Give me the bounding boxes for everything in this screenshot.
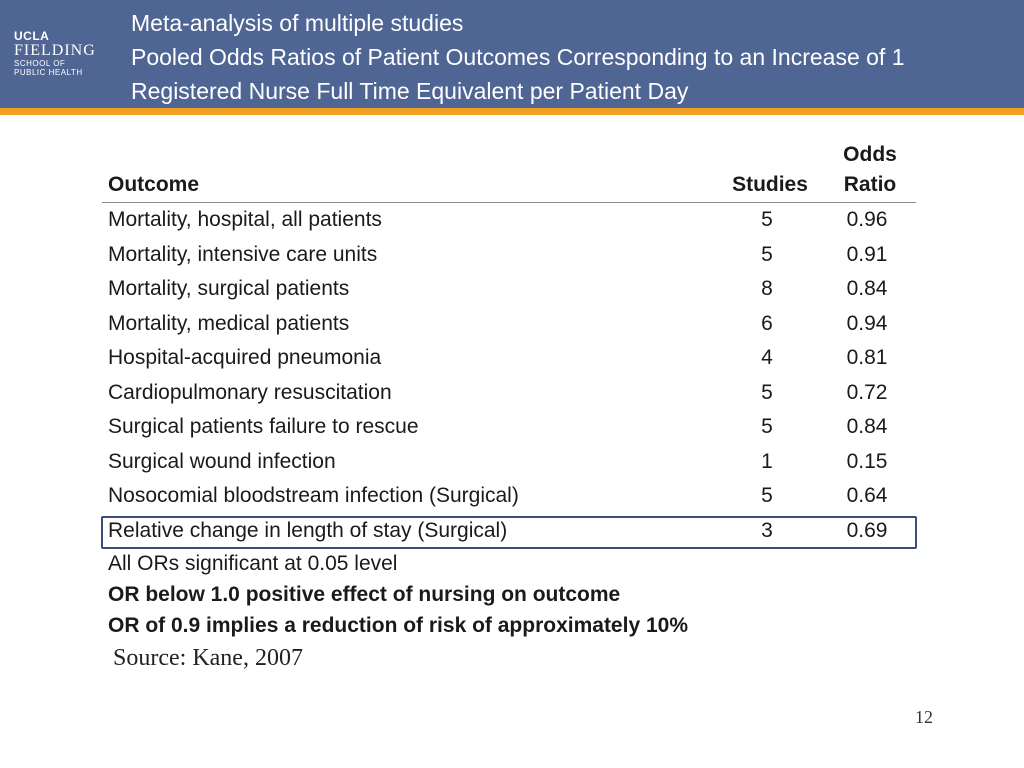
- title-line-1: Meta-analysis of multiple studies: [131, 10, 464, 36]
- cell-odds-ratio: 0.81: [846, 346, 888, 370]
- note-significance: All ORs significant at 0.05 level: [108, 552, 398, 575]
- cell-studies: 5: [761, 242, 773, 266]
- cell-studies: 3: [761, 518, 773, 542]
- cell-outcome: Relative change in length of stay (Surgical): [108, 518, 508, 542]
- cell-studies: 5: [761, 415, 773, 439]
- header-studies: Studies: [716, 140, 818, 203]
- cell-studies: 8: [761, 277, 773, 301]
- note-risk-reduction: OR of 0.9 implies a reduction of risk of approximately 10%: [108, 614, 688, 637]
- title-line-3: Registered Nurse Full Time Equivalent per Patient Day: [131, 78, 689, 104]
- cell-outcome: Mortality, medical patients: [108, 311, 350, 335]
- cell-odds-ratio: 0.72: [846, 380, 888, 404]
- table-row-highlighted: [102, 514, 916, 549]
- header-odds-ratio: [818, 140, 916, 203]
- table-row: [102, 238, 916, 273]
- logo-line-2: FIELDING: [14, 42, 96, 59]
- header-accent-line: [0, 108, 1024, 115]
- cell-outcome: Cardiopulmonary resuscitation: [108, 380, 392, 404]
- cell-outcome: Nosocomial bloodstream infection (Surgical): [108, 484, 519, 508]
- cell-studies: 4: [761, 346, 773, 370]
- slide-title: [131, 6, 1011, 108]
- cell-outcome: Surgical patients failure to rescue: [108, 415, 419, 439]
- source-citation: Source: Kane, 2007: [113, 645, 303, 671]
- odds-ratio-table: [102, 140, 916, 548]
- cell-odds-ratio: 0.84: [846, 277, 888, 301]
- header-band: [0, 0, 1024, 108]
- logo-line-4: PUBLIC HEALTH: [14, 68, 83, 77]
- header-ratio: Ratio: [843, 173, 897, 196]
- cell-odds-ratio: 0.91: [846, 242, 888, 266]
- cell-odds-ratio: 0.96: [846, 208, 888, 232]
- cell-odds-ratio: 0.64: [846, 484, 888, 508]
- ucla-fielding-logo: [14, 30, 100, 77]
- cell-odds-ratio: 0.94: [846, 311, 888, 335]
- notes: [108, 548, 688, 641]
- header-odds: Odds: [843, 143, 897, 166]
- logo-line-1: UCLA: [14, 29, 50, 43]
- cell-studies: 6: [761, 311, 773, 335]
- cell-studies: 5: [761, 208, 773, 232]
- cell-outcome: Hospital-acquired pneumonia: [108, 346, 382, 370]
- table-row: [102, 376, 916, 411]
- table-row: [102, 272, 916, 307]
- table-header-row: [102, 140, 916, 203]
- cell-outcome: Mortality, hospital, all patients: [108, 208, 382, 232]
- cell-outcome: Mortality, surgical patients: [108, 277, 350, 301]
- cell-odds-ratio: 0.69: [846, 518, 888, 542]
- header-outcome: Outcome: [102, 140, 716, 203]
- cell-outcome: Surgical wound infection: [108, 449, 336, 473]
- table-row: [102, 341, 916, 376]
- note-positive-effect: OR below 1.0 positive effect of nursing on outcome: [108, 583, 621, 606]
- table-row: [102, 445, 916, 480]
- logo-line-3: SCHOOL OF: [14, 59, 66, 68]
- title-line-2: Pooled Odds Ratios of Patient Outcomes Corresponding to an Increase of 1: [131, 44, 905, 70]
- cell-odds-ratio: 0.84: [846, 415, 888, 439]
- page-number: 12: [915, 707, 933, 727]
- cell-studies: 1: [761, 449, 773, 473]
- table-row: [102, 203, 916, 238]
- cell-odds-ratio: 0.15: [846, 449, 888, 473]
- cell-outcome: Mortality, intensive care units: [108, 242, 378, 266]
- table-row: [102, 410, 916, 445]
- cell-studies: 5: [761, 484, 773, 508]
- table-row: [102, 307, 916, 342]
- cell-studies: 5: [761, 380, 773, 404]
- table-row: [102, 479, 916, 514]
